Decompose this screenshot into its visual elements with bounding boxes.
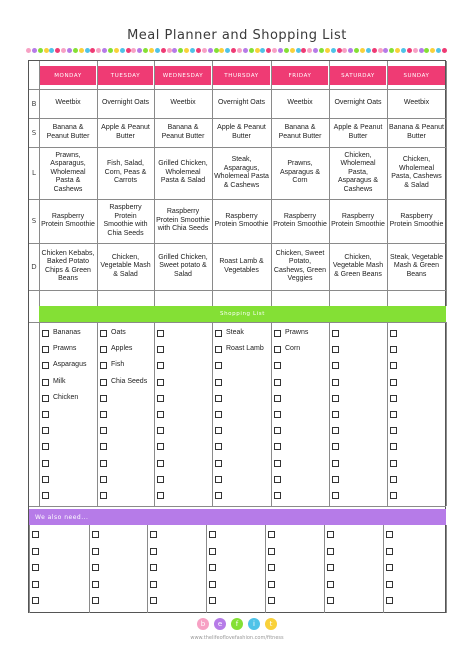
decorative-dot — [120, 48, 125, 53]
shopping-checkbox[interactable] — [157, 362, 164, 369]
shopping-checkbox[interactable] — [332, 330, 339, 337]
shopping-item-label: Chia Seeds — [111, 377, 148, 385]
need-checkbox[interactable] — [92, 597, 99, 604]
need-checkbox[interactable] — [150, 597, 157, 604]
shopping-item-label: Prawns — [53, 345, 77, 353]
decorative-dot — [219, 48, 224, 53]
footer-logo-mark: f — [231, 618, 243, 630]
decorative-dot — [137, 48, 142, 53]
decorative-dot — [383, 48, 388, 53]
meal-cell[interactable]: Steak, Vegetable Mash & Green Beans — [390, 253, 443, 278]
shopping-checkbox[interactable] — [332, 362, 339, 369]
need-checkbox[interactable] — [327, 531, 334, 538]
shopping-checkbox[interactable] — [100, 379, 107, 386]
need-checkbox[interactable] — [209, 548, 216, 555]
decorative-dot — [155, 48, 160, 53]
decorative-dot — [360, 48, 365, 53]
need-checkbox[interactable] — [32, 564, 39, 571]
day-header: THURSDAY — [213, 66, 270, 85]
decorative-dot — [413, 48, 418, 53]
need-checkbox[interactable] — [327, 597, 334, 604]
need-checkbox[interactable] — [327, 564, 334, 571]
shopping-checkbox[interactable] — [274, 443, 281, 450]
grid-line — [324, 525, 325, 613]
decorative-dot — [272, 48, 277, 53]
meal-cell[interactable]: Banana & Peanut Butter — [389, 124, 444, 140]
need-checkbox[interactable] — [32, 548, 39, 555]
shopping-checkbox[interactable] — [100, 346, 107, 353]
decorative-dot — [348, 48, 353, 53]
meal-row-label: B — [31, 99, 37, 108]
grid-line — [39, 61, 40, 306]
shopping-checkbox[interactable] — [274, 362, 281, 369]
we-also-need-header: We also need... — [29, 509, 446, 525]
decorative-dot — [366, 48, 371, 53]
decorative-dot — [96, 48, 101, 53]
meal-row-label: L — [32, 169, 36, 177]
shopping-checkbox[interactable] — [42, 346, 49, 353]
shopping-checkbox[interactable] — [390, 476, 397, 483]
need-checkbox[interactable] — [268, 564, 275, 571]
need-checkbox[interactable] — [209, 531, 216, 538]
shopping-checkbox[interactable] — [390, 362, 397, 369]
meal-cell[interactable]: Banana & Peanut Butter — [46, 124, 90, 140]
shopping-checkbox[interactable] — [157, 411, 164, 418]
decorative-dot — [55, 48, 60, 53]
shopping-checkbox[interactable] — [390, 379, 397, 386]
shopping-checkbox[interactable] — [157, 492, 164, 499]
shopping-checkbox[interactable] — [332, 346, 339, 353]
grid-line — [329, 61, 330, 306]
meal-cell[interactable]: Apple & Peanut Butter — [333, 124, 383, 140]
need-checkbox[interactable] — [209, 564, 216, 571]
decorative-dot — [424, 48, 429, 53]
need-checkbox[interactable] — [150, 564, 157, 571]
planner-sheet — [28, 60, 446, 613]
decorative-dot — [372, 48, 377, 53]
need-checkbox[interactable] — [209, 581, 216, 588]
need-checkbox[interactable] — [327, 581, 334, 588]
shopping-checkbox[interactable] — [157, 395, 164, 402]
shopping-checkbox[interactable] — [274, 379, 281, 386]
shopping-checkbox[interactable] — [100, 460, 107, 467]
meal-row-label: D — [31, 262, 37, 271]
decorative-dot — [32, 48, 37, 53]
decorative-dot — [260, 48, 265, 53]
grid-line — [271, 322, 272, 506]
grid-line — [39, 322, 40, 506]
need-checkbox[interactable] — [386, 581, 393, 588]
shopping-checkbox[interactable] — [274, 411, 281, 418]
need-checkbox[interactable] — [386, 597, 393, 604]
day-header: WEDNESDAY — [155, 66, 211, 85]
shopping-checkbox[interactable] — [100, 362, 107, 369]
shopping-checkbox[interactable] — [390, 492, 397, 499]
need-checkbox[interactable] — [32, 597, 39, 604]
meal-cell[interactable]: Weetbix — [55, 99, 81, 107]
decorative-dot — [73, 48, 78, 53]
shopping-checkbox[interactable] — [215, 427, 222, 434]
meal-cell[interactable]: Fish, Salad, Corn, Peas & Carrots — [104, 160, 147, 185]
shopping-checkbox[interactable] — [215, 411, 222, 418]
grid-line — [29, 506, 446, 507]
need-checkbox[interactable] — [268, 597, 275, 604]
decorative-dot — [249, 48, 254, 53]
decorative-dot — [67, 48, 72, 53]
day-header: SUNDAY — [388, 66, 445, 85]
shopping-checkbox[interactable] — [332, 411, 339, 418]
decorative-dot — [266, 48, 271, 53]
shopping-item-label: Corn — [285, 345, 301, 353]
decorative-dot — [243, 48, 248, 53]
grid-line — [29, 322, 446, 323]
grid-line — [271, 61, 272, 306]
shopping-checkbox[interactable] — [390, 330, 397, 337]
meal-cell[interactable]: Roast Lamb & Vegetables — [219, 258, 264, 274]
shopping-checkbox[interactable] — [100, 492, 107, 499]
decorative-dot — [442, 48, 447, 53]
decorative-dot — [184, 48, 189, 53]
grid-line — [265, 525, 266, 613]
decorative-dot — [178, 48, 183, 53]
decorative-dot — [296, 48, 301, 53]
decorative-dot — [61, 48, 66, 53]
shopping-checkbox[interactable] — [390, 346, 397, 353]
shopping-checkbox[interactable] — [215, 476, 222, 483]
need-checkbox[interactable] — [386, 564, 393, 571]
shopping-checkbox[interactable] — [274, 427, 281, 434]
grid-line — [446, 322, 447, 506]
need-checkbox[interactable] — [268, 548, 275, 555]
decorative-dot — [202, 48, 207, 53]
decorative-dot — [149, 48, 154, 53]
decorative-dot — [407, 48, 412, 53]
meal-cell[interactable]: Overnight Oats — [217, 99, 266, 107]
meal-cell[interactable]: Prawns, Asparagus, Wholemeal Pasta & Cashews — [50, 151, 86, 193]
grid-line — [29, 525, 30, 613]
shopping-checkbox[interactable] — [274, 460, 281, 467]
shopping-checkbox[interactable] — [157, 443, 164, 450]
footer-logo-mark: e — [214, 618, 226, 630]
grid-line — [97, 61, 98, 306]
need-checkbox[interactable] — [92, 564, 99, 571]
decorative-dot — [90, 48, 95, 53]
need-checkbox[interactable] — [92, 581, 99, 588]
shopping-checkbox[interactable] — [157, 476, 164, 483]
shopping-checkbox[interactable] — [100, 427, 107, 434]
meal-cell[interactable]: Raspberry Protein Smoothie — [214, 212, 269, 228]
need-checkbox[interactable] — [150, 548, 157, 555]
footer-logo-mark: b — [197, 618, 209, 630]
decorative-dot — [196, 48, 201, 53]
shopping-checkbox[interactable] — [390, 411, 397, 418]
decorative-dot — [161, 48, 166, 53]
decorative-dot — [401, 48, 406, 53]
need-checkbox[interactable] — [150, 581, 157, 588]
shopping-checkbox[interactable] — [215, 460, 222, 467]
decorative-dot — [319, 48, 324, 53]
need-checkbox[interactable] — [327, 548, 334, 555]
shopping-checkbox[interactable] — [332, 427, 339, 434]
shopping-checkbox[interactable] — [157, 460, 164, 467]
grid-line — [446, 61, 447, 306]
shopping-checkbox[interactable] — [42, 411, 49, 418]
shopping-item-label: Steak — [226, 329, 244, 336]
shopping-checkbox[interactable] — [42, 379, 49, 386]
footer-url: www.thelifeoflovefashion.com/fitness — [190, 635, 284, 641]
meal-cell[interactable]: Steak, Asparagus, Wholemeal Pasta & Cashews — [214, 156, 269, 189]
shopping-item-label: Roast Lamb — [226, 345, 264, 353]
shopping-item-label: Chicken — [53, 393, 79, 401]
decorative-dot — [284, 48, 289, 53]
meal-cell[interactable]: Grilled Chicken, Wholemeal Pasta & Salad — [158, 160, 208, 185]
footer-logo-mark: t — [265, 618, 277, 630]
grid-line — [212, 322, 213, 506]
need-checkbox[interactable] — [209, 597, 216, 604]
grid-line — [446, 525, 447, 613]
shopping-item-label: Fish — [111, 361, 125, 369]
meal-cell[interactable]: Chicken, Vegetable Mash & Green Beans — [332, 253, 384, 278]
meal-cell[interactable]: Weetbix — [287, 99, 313, 107]
decorative-dot — [331, 48, 336, 53]
decorative-dot — [167, 48, 172, 53]
shopping-item-label: Bananas — [53, 329, 81, 336]
meal-cell[interactable]: Banana & Peanut Butter — [161, 124, 205, 140]
footer-logo — [0, 618, 474, 630]
decorative-dot — [255, 48, 260, 53]
grid-line — [206, 525, 207, 613]
shopping-item-label: Asparagus — [53, 361, 87, 369]
shopping-checkbox[interactable] — [157, 379, 164, 386]
decorative-dot — [131, 48, 136, 53]
shopping-checkbox[interactable] — [42, 362, 49, 369]
grid-line — [97, 322, 98, 506]
shopping-checkbox[interactable] — [332, 395, 339, 402]
meal-cell[interactable]: Chicken, Wholemeal Pasta, Cashews & Salad — [391, 156, 442, 189]
shopping-item-label: Oats — [111, 329, 126, 336]
footer-logo-mark: i — [248, 618, 260, 630]
grid-line — [154, 61, 155, 306]
need-checkbox[interactable] — [92, 531, 99, 538]
shopping-checkbox[interactable] — [100, 443, 107, 450]
decorative-dot — [337, 48, 342, 53]
meal-row-label: S — [31, 217, 37, 225]
decorative-dot — [430, 48, 435, 53]
decorative-dot — [313, 48, 318, 53]
shopping-list-header: Shopping List — [39, 306, 446, 322]
shopping-checkbox[interactable] — [42, 492, 49, 499]
meal-cell[interactable]: Raspberry Protein Smoothie — [273, 212, 327, 228]
shopping-checkbox[interactable] — [332, 492, 339, 499]
grid-line — [387, 61, 388, 306]
decorative-dot — [114, 48, 119, 53]
meal-cell[interactable]: Apple & Peanut Butter — [217, 124, 266, 140]
decorative-dot — [231, 48, 236, 53]
decorative-dot — [49, 48, 54, 53]
shopping-checkbox[interactable] — [100, 395, 107, 402]
shopping-checkbox[interactable] — [274, 330, 281, 337]
meal-cell[interactable]: Chicken, Wholemeal Pasta, Asparagus & Cashews — [337, 151, 379, 193]
grid-line — [154, 322, 155, 506]
meal-cell[interactable]: Raspberry Protein Smoothie with Chia Seeds — [156, 208, 210, 233]
meal-row-label: S — [31, 128, 37, 137]
shopping-checkbox[interactable] — [390, 395, 397, 402]
decorative-dot — [214, 48, 219, 53]
shopping-checkbox[interactable] — [157, 346, 164, 353]
meal-cell[interactable]: Prawns, Asparagus & Corn — [279, 160, 321, 185]
meal-cell[interactable]: Raspberry Protein Smoothie — [389, 212, 444, 228]
shopping-checkbox[interactable] — [215, 330, 222, 337]
shopping-checkbox[interactable] — [100, 330, 107, 337]
decorative-dot — [378, 48, 383, 53]
decorative-dot — [108, 48, 113, 53]
meal-cell[interactable]: Grilled Chicken, Sweet potato & Salad — [158, 253, 208, 278]
grid-line — [387, 322, 388, 506]
meal-cell[interactable]: Raspberry Protein Smoothie — [41, 212, 95, 228]
decorative-dot — [325, 48, 330, 53]
decorative-dot — [79, 48, 84, 53]
shopping-item-label: Milk — [53, 377, 66, 385]
grid-line — [212, 61, 213, 306]
shopping-item-label: Apples — [111, 345, 133, 353]
meal-cell[interactable]: Overnight Oats — [334, 99, 382, 107]
need-checkbox[interactable] — [386, 531, 393, 538]
shopping-checkbox[interactable] — [274, 395, 281, 402]
shopping-checkbox[interactable] — [390, 427, 397, 434]
shopping-checkbox[interactable] — [100, 411, 107, 418]
shopping-checkbox[interactable] — [390, 460, 397, 467]
shopping-checkbox[interactable] — [332, 379, 339, 386]
decorative-dot — [85, 48, 90, 53]
day-header: TUESDAY — [98, 66, 153, 85]
meal-cell[interactable]: Weetbix — [170, 99, 196, 107]
decorative-dot — [190, 48, 195, 53]
shopping-checkbox[interactable] — [215, 346, 222, 353]
shopping-checkbox[interactable] — [42, 395, 49, 402]
decorative-dot — [278, 48, 283, 53]
meal-cell[interactable]: Banana & Peanut Butter — [278, 124, 322, 140]
shopping-checkbox[interactable] — [274, 492, 281, 499]
shopping-checkbox[interactable] — [274, 346, 281, 353]
decorative-dot — [38, 48, 43, 53]
meal-cell[interactable]: Chicken, Sweet Potato, Cashews, Green Veggies — [273, 249, 327, 282]
shopping-checkbox[interactable] — [332, 476, 339, 483]
grid-line — [329, 322, 330, 506]
need-checkbox[interactable] — [386, 548, 393, 555]
shopping-checkbox[interactable] — [42, 427, 49, 434]
shopping-item-label: Prawns — [285, 329, 309, 336]
shopping-checkbox[interactable] — [274, 476, 281, 483]
shopping-checkbox[interactable] — [215, 395, 222, 402]
grid-line — [89, 525, 90, 613]
shopping-checkbox[interactable] — [332, 443, 339, 450]
decorative-dot — [419, 48, 424, 53]
decorative-dot — [307, 48, 312, 53]
shopping-checkbox[interactable] — [215, 443, 222, 450]
page-title: Meal Planner and Shopping List — [127, 28, 347, 43]
shopping-checkbox[interactable] — [42, 460, 49, 467]
need-checkbox[interactable] — [268, 531, 275, 538]
shopping-checkbox[interactable] — [42, 330, 49, 337]
need-checkbox[interactable] — [32, 581, 39, 588]
meal-cell[interactable]: Overnight Oats — [101, 99, 150, 107]
decorative-dot — [44, 48, 49, 53]
shopping-checkbox[interactable] — [390, 443, 397, 450]
meal-cell[interactable]: Raspberry Protein Smoothie with Chia Seeds — [103, 204, 148, 237]
decorative-dot — [395, 48, 400, 53]
shopping-checkbox[interactable] — [215, 362, 222, 369]
shopping-checkbox[interactable] — [42, 476, 49, 483]
decorative-dot — [354, 48, 359, 53]
meal-cell[interactable]: Raspberry Protein Smoothie — [331, 212, 385, 228]
decorative-dots — [26, 46, 448, 54]
day-header: MONDAY — [40, 66, 96, 85]
shopping-checkbox[interactable] — [332, 460, 339, 467]
shopping-checkbox[interactable] — [157, 427, 164, 434]
decorative-dot — [102, 48, 107, 53]
grid-line — [29, 290, 446, 291]
decorative-dot — [436, 48, 441, 53]
need-checkbox[interactable] — [268, 581, 275, 588]
shopping-checkbox[interactable] — [42, 443, 49, 450]
shopping-checkbox[interactable] — [100, 476, 107, 483]
meal-cell[interactable]: Chicken Kebabs, Baked Potato Chips & Green Beans — [41, 249, 95, 282]
decorative-dot — [26, 48, 31, 53]
decorative-dot — [143, 48, 148, 53]
decorative-dot — [225, 48, 230, 53]
need-checkbox[interactable] — [32, 531, 39, 538]
decorative-dot — [208, 48, 213, 53]
day-header: FRIDAY — [272, 66, 328, 85]
shopping-checkbox[interactable] — [157, 330, 164, 337]
decorative-dot — [126, 48, 131, 53]
meal-cell[interactable]: Chicken, Vegetable Mash & Salad — [100, 253, 151, 278]
meal-cell[interactable]: Weetbix — [403, 99, 430, 107]
day-header: SATURDAY — [330, 66, 386, 85]
meal-cell[interactable]: Apple & Peanut Butter — [101, 124, 150, 140]
decorative-dot — [290, 48, 295, 53]
shopping-checkbox[interactable] — [215, 379, 222, 386]
decorative-dot — [389, 48, 394, 53]
decorative-dot — [237, 48, 242, 53]
need-checkbox[interactable] — [150, 531, 157, 538]
decorative-dot — [342, 48, 347, 53]
decorative-dot — [172, 48, 177, 53]
grid-line — [147, 525, 148, 613]
decorative-dot — [301, 48, 306, 53]
shopping-checkbox[interactable] — [215, 492, 222, 499]
need-checkbox[interactable] — [92, 548, 99, 555]
grid-line — [383, 525, 384, 613]
